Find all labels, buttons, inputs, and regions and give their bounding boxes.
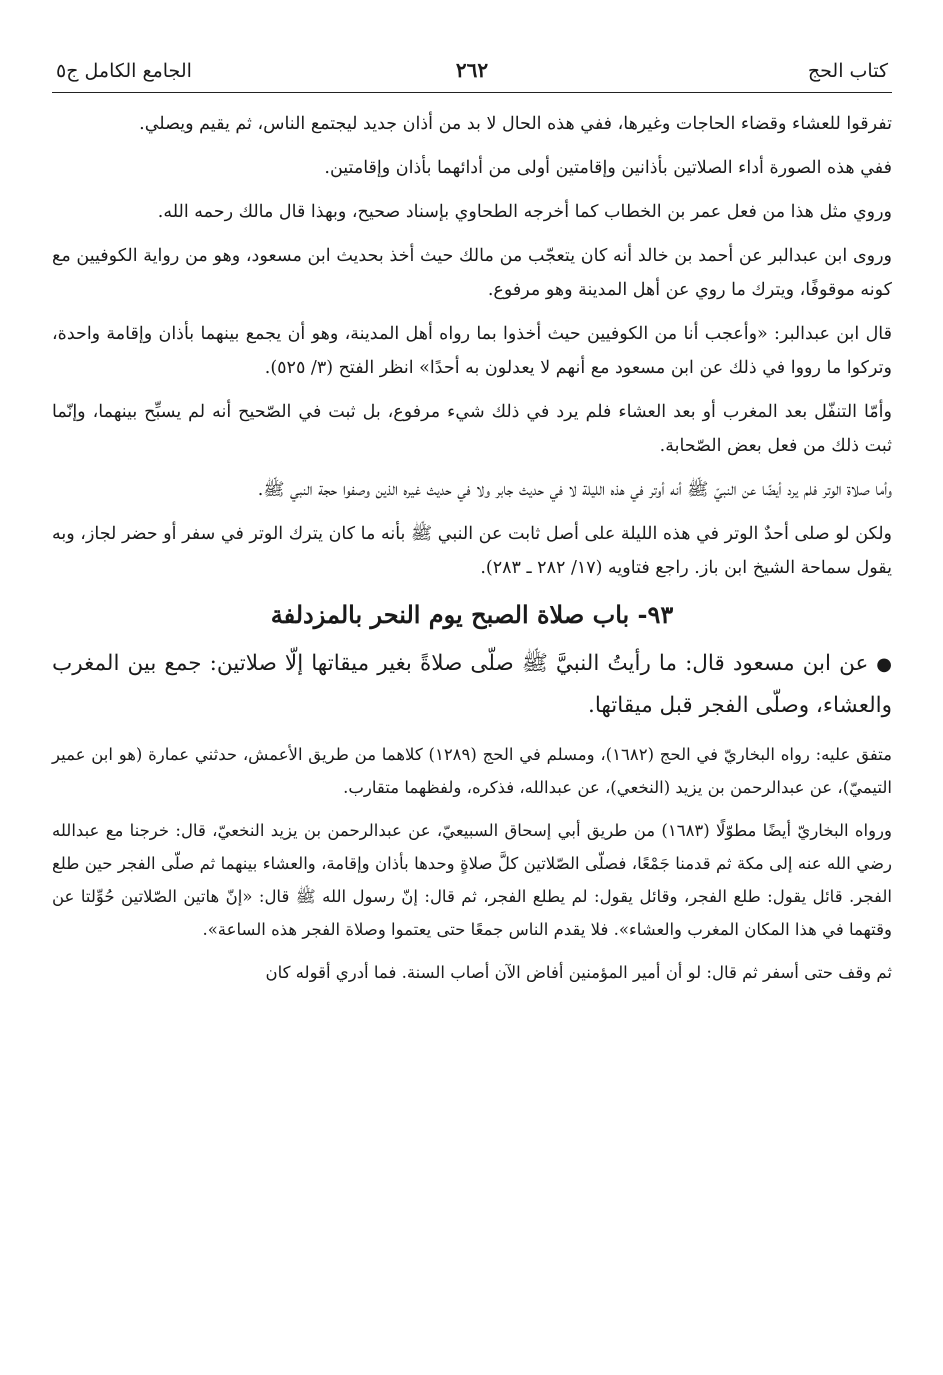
bullet-icon: ●: [876, 654, 892, 675]
chapter-title: ٩٣- باب صلاة الصبح يوم النحر بالمزدلفة: [270, 600, 674, 629]
takhrij-paragraph: ورواه البخاريّ أيضًا مطوّلًا (١٦٨٣) من طريق أبي إسحاق السبيعيّ، عن عبدالرحمن بن يزيد النخعيّ، قال: خرجنا مع عبدالله رضي الله عنه إلى مكة ثم قدمنا جَمْعًا، فصلّى الصّلاتين كلَّ صلاةٍ وحدها بأذان وإقامة، والعشاء بينهما ثم صلّى الفجر حين طلع الفجر. قائل يقول: طلع الفجر، وقائل يقول: لم يطلع الفجر، ثم قال: إنّ رسول الله ﷺ قال: «إنّ هاتين الصّلاتين حُوِّلتا عن وقتهما في هذا المكان المغرب والعشاء». فلا يقدم الناس جمعًا حتى يعتموا وصلاة الفجر هذه الساعة».: [52, 821, 892, 939]
paragraph: وروي مثل هذا من فعل عمر بن الخطاب كما أخرجه الطحاوي بإسناد صحيح، وبهذا قال مالك رحمه الله.: [157, 202, 892, 222]
paragraph: وأما صلاة الوتر فلم يرد أيضًا عن النبيّ ﷺ أنه أوتر في هذه الليلة لا في حديث جابر ولا في حديث غيره الذين وصفوا حجة النبي ﷺ.: [257, 480, 892, 500]
volume-title: الجامع الكامل ج٥: [56, 60, 192, 82]
hadith-text: [52, 643, 892, 726]
paragraph: وأمّا التنفّل بعد المغرب أو بعد العشاء فلم يرد في ذلك شيء مرفوع، بل ثبت في الصّحيح أنه لم يسبِّح بينهما، وإنّما ثبت ذلك من فعل بعض الصّحابة.: [52, 402, 892, 456]
book-title: كتاب الحج: [807, 60, 888, 82]
hadith-body: عن ابن مسعود قال: ما رأيتُ النبيَّ ﷺ صلّى صلاةً بغير ميقاتها إلّا صلاتين: جمع بين المغرب والعشاء، وصلّى الفجر قبل ميقاتها.: [52, 651, 892, 718]
paragraph: قال ابن عبدالبر: «وأعجب أنا من الكوفيين حيث أخذوا بما رواه أهل المدينة، وهو أن يجمع بينهما بأذان وإقامة واحدة، وتركوا ما رووا في ذلك عن ابن مسعود مع أنهم لا يعدلون به أحدًا» انظر الفتح (٣/ ٥٢٥).: [52, 324, 892, 378]
takhrij-paragraph: ثم وقف حتى أسفر ثم قال: لو أن أمير المؤمنين أفاض الآن أصاب السنة. فما أدري أقوله كان: [265, 963, 892, 982]
paragraph: وروى ابن عبدالبر عن أحمد بن خالد أنه كان يتعجّب من مالك حيث أخذ بحديث ابن مسعود، وهو من رواية الكوفيين مع كونه موقوفًا، ويترك ما روي عن أهل المدينة وهو مرفوع.: [52, 246, 892, 300]
running-head: [52, 52, 892, 93]
paragraph: تفرقوا للعشاء وقضاء الحاجات وغيرها، ففي هذه الحال لا بد من أذان جديد ليجتمع الناس، ثم يقيم ويصلي.: [139, 114, 892, 134]
takhrij-paragraph: متفق عليه: رواه البخاريّ في الحج (١٦٨٢)، ومسلم في الحج (١٢٨٩) كلاهما من طريق الأعمش، حدثني عمارة (هو ابن عمير التيميّ)، عن عبدالرحمن بن يزيد (النخعي)، عن عبدالله، فذكره، ولفظهما متقارب.: [52, 745, 892, 797]
paragraph: ففي هذه الصورة أداء الصلاتين بأذانين وإقامتين أولى من أدائهما بأذان وإقامتين.: [324, 158, 892, 178]
paragraph: ولكن لو صلى أحدٌ الوتر في هذه الليلة على أصل ثابت عن النبي ﷺ بأنه ما كان يترك الوتر في سفر أو حضر لجاز، وبه يقول سماحة الشيخ ابن باز. راجع فتاويه (١٧/ ٢٨٢ ـ ٢٨٣).: [52, 524, 892, 578]
page: [52, 52, 892, 999]
page-content: [52, 107, 892, 989]
page-number: ٢٦٢: [455, 58, 489, 82]
